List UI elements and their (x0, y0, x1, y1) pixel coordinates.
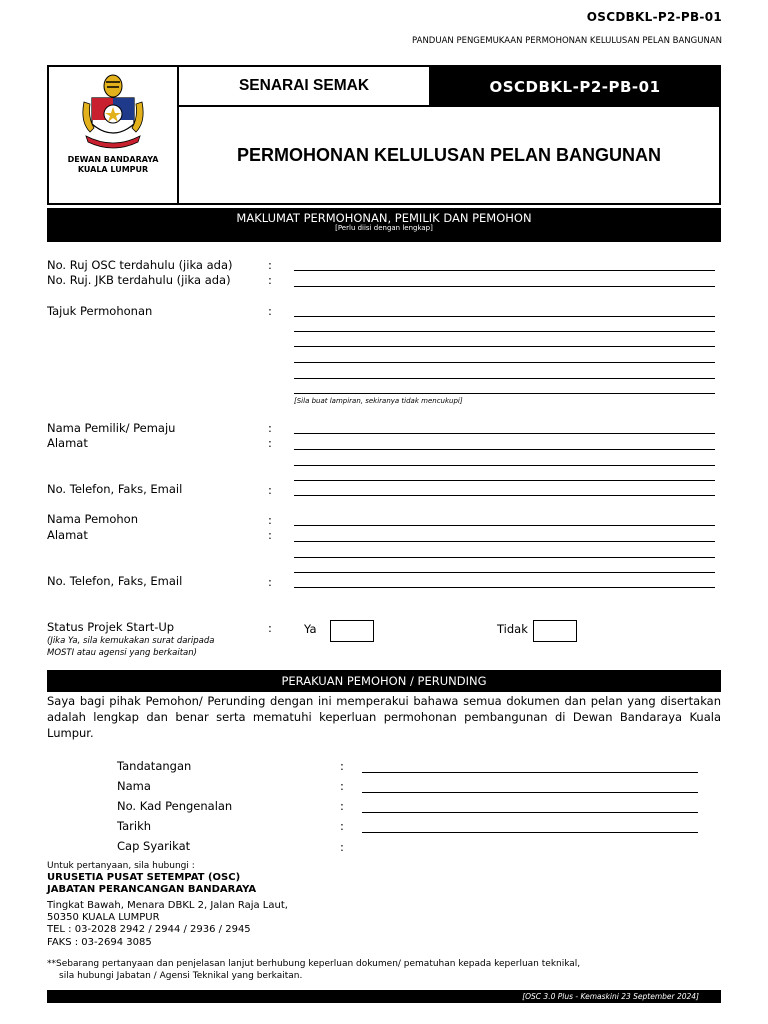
startup-label: Status Projek Start-Up (47, 620, 175, 634)
owner-contact-label: No. Telefon, Faks, Email (47, 482, 183, 496)
colon: : (268, 273, 272, 287)
org-name-line2: KUALA LUMPUR (77, 165, 149, 174)
date-field[interactable] (362, 832, 698, 833)
colon: : (268, 436, 272, 450)
contact-intro: Untuk pertanyaan, sila hubungi : (47, 861, 195, 871)
contact-tel: TEL : 03-2028 2942 / 2944 / 2936 / 2945 (47, 924, 251, 935)
contact-note-line2: sila hubungi Jabatan / Agensi Teknikal yang berkaitan. (59, 971, 303, 981)
startup-no-label: Tidak (497, 622, 528, 636)
contact-address-line2: 50350 KUALA LUMPUR (47, 912, 160, 923)
colon: : (268, 258, 272, 272)
contact-note-line1: **Sebarang pertanyaan dan penjelasan lanjut berhubung keperluan dokumen/ pematuhan kepada keperluan teknikal, (47, 959, 581, 969)
owner-address-label: Alamat (47, 436, 88, 450)
applicant-contact-label: No. Telefon, Faks, Email (47, 574, 183, 588)
org-name-line1: DEWAN BANDARAYA (67, 155, 159, 164)
owner-name-field[interactable] (294, 433, 715, 434)
footer-revision: [OSC 3.0 Plus - Kemaskini 23 September 2024] (47, 990, 721, 1003)
colon: : (268, 304, 272, 318)
section-title: MAKLUMAT PERMOHONAN, PEMILIK DAN PEMOHON (236, 211, 532, 225)
owner-address-field[interactable] (294, 465, 715, 466)
startup-no-checkbox[interactable] (533, 620, 577, 642)
colon: : (340, 840, 344, 854)
osc-ref-label: No. Ruj OSC terdahulu (jika ada) (47, 258, 233, 272)
startup-yes-label: Ya (304, 622, 317, 636)
owner-name-label: Nama Pemilik/ Pemaju (47, 421, 176, 435)
contact-org-line2: JABATAN PERANCANGAN BANDARAYA (47, 884, 257, 895)
stamp-label: Cap Syarikat (117, 839, 191, 853)
owner-contact-field[interactable] (294, 495, 715, 496)
applicant-name-field[interactable] (294, 525, 715, 526)
colon: : (268, 575, 272, 589)
checklist-label: SENARAI SEMAK (179, 67, 431, 107)
tajuk-note: [Sila buat lampiran, sekiranya tidak mencukupi] (294, 397, 463, 405)
jkb-ref-field[interactable] (294, 286, 715, 287)
date-label: Tarikh (117, 819, 152, 833)
colon: : (268, 421, 272, 435)
document-code: OSCDBKL-P2-PB-01 (586, 10, 722, 24)
osc-ref-field[interactable] (294, 270, 715, 271)
tajuk-field-line[interactable] (294, 362, 715, 363)
applicant-address-label: Alamat (47, 528, 88, 542)
name-field[interactable] (362, 792, 698, 793)
section-header-declaration: PERAKUAN PEMOHON / PERUNDING (47, 670, 721, 692)
tajuk-field-line[interactable] (294, 393, 715, 394)
applicant-address-field[interactable] (294, 541, 715, 542)
tajuk-field-line[interactable] (294, 346, 715, 347)
colon: : (268, 513, 272, 527)
colon: : (268, 621, 272, 635)
owner-address-field[interactable] (294, 480, 715, 481)
applicant-name-label: Nama Pemohon (47, 512, 139, 526)
signature-field[interactable] (362, 772, 698, 773)
checklist-code: OSCDBKL-P2-PB-01 (431, 67, 719, 107)
colon: : (340, 819, 344, 833)
declaration-text: Saya bagi pihak Pemohon/ Perunding dengan ini memperakui bahawa semua dokumen dan pelan yang disertakan adalah lengkap dan benar serta mematuhi keperluan permohonan pembangunan di Dewan Bandaraya Kuala Lumpur. (47, 694, 721, 740)
colon: : (340, 759, 344, 773)
logo-cell (49, 67, 179, 203)
ic-field[interactable] (362, 812, 698, 813)
owner-address-field[interactable] (294, 449, 715, 450)
jkb-ref-label: No. Ruj. JKB terdahulu (jika ada) (47, 273, 231, 287)
colon: : (268, 528, 272, 542)
tajuk-field-line[interactable] (294, 331, 715, 332)
name-label: Nama (117, 779, 151, 793)
title-box (47, 65, 721, 205)
contact-address-line1: Tingkat Bawah, Menara DBKL 2, Jalan Raja Laut, (47, 900, 288, 911)
page-title: PERMOHONAN KELULUSAN PELAN BANGUNAN (236, 144, 661, 165)
section-header-application (47, 208, 721, 242)
applicant-address-field[interactable] (294, 572, 715, 573)
startup-note-line1: (Jika Ya, sila kemukakan surat daripada (47, 636, 215, 646)
tajuk-label: Tajuk Permohonan (47, 304, 153, 318)
colon: : (340, 779, 344, 793)
dbkl-crest-icon (78, 72, 148, 154)
section-subtitle: [Perlu diisi dengan lengkap] (335, 224, 433, 232)
contact-fax: FAKS : 03-2694 3085 (47, 937, 152, 948)
colon: : (340, 799, 344, 813)
tajuk-field-line[interactable] (294, 316, 715, 317)
tajuk-field-line[interactable] (294, 378, 715, 379)
colon: : (268, 483, 272, 497)
contact-org-line1: URUSETIA PUSAT SETEMPAT (OSC) (47, 872, 241, 883)
signature-label: Tandatangan (117, 759, 192, 773)
applicant-address-field[interactable] (294, 557, 715, 558)
document-subtitle: PANDUAN PENGEMUKAAN PERMOHONAN KELULUSAN PELAN BANGUNAN (412, 36, 722, 46)
applicant-contact-field[interactable] (294, 587, 715, 588)
startup-note-line2: MOSTI atau agensi yang berkaitan) (47, 648, 197, 658)
ic-label: No. Kad Pengenalan (117, 799, 233, 813)
startup-yes-checkbox[interactable] (330, 620, 374, 642)
